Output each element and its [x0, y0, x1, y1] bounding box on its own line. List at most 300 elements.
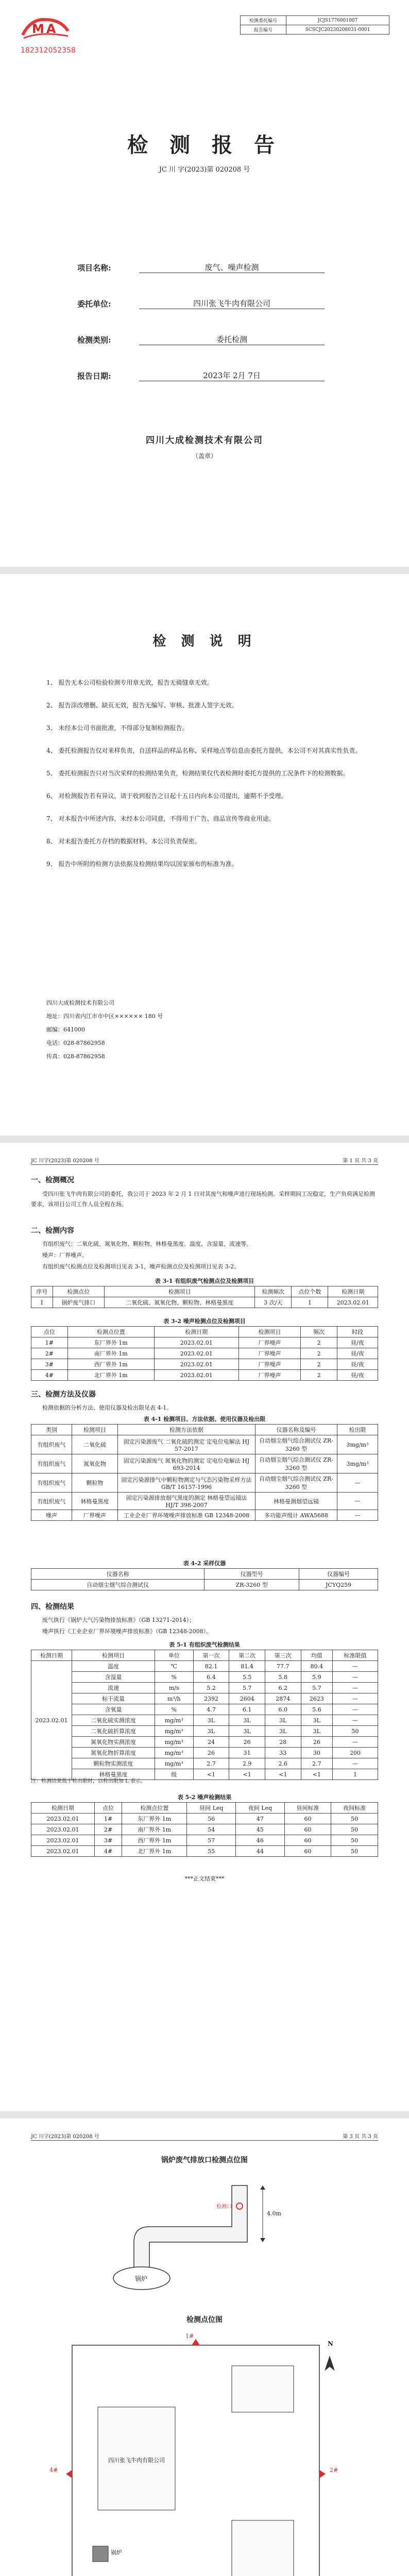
cell: 4.7 — [193, 1704, 229, 1715]
cell: 6.4 — [193, 1672, 229, 1683]
col-header: 第二次 — [229, 1650, 265, 1661]
exhaust-diagram — [103, 2170, 309, 2299]
cell: mg/m³ — [155, 1758, 193, 1769]
diagram-page — [0, 2119, 409, 2576]
col-header: 时段 — [337, 1327, 378, 1337]
cell: 60 — [284, 1835, 331, 1846]
table-3-1 — [31, 1286, 378, 1308]
table-5-1 — [31, 1650, 378, 1780]
cell: 二氧化硫折算浓度 — [72, 1726, 155, 1737]
cell: 5.5 — [229, 1672, 265, 1683]
cell: 2874 — [265, 1693, 301, 1704]
cell: 82.1 — [193, 1661, 229, 1672]
section-heading: 三、检测方法及仪器 — [31, 1391, 96, 1399]
notes-page — [0, 574, 409, 1136]
header-rule — [31, 1164, 378, 1165]
cell: <1 — [229, 1769, 265, 1780]
cell: 44 — [236, 1846, 285, 1857]
note-item: 3、 未经本公司书面批准，不得部分复制检测报告。 — [46, 724, 189, 732]
section-heading: 一、检测概况 — [31, 1176, 74, 1184]
table-row — [31, 1748, 378, 1758]
page-header-right: 第 1 页 共 3 页 — [343, 1158, 378, 1164]
cell: 自动烟尘烟气综合测试仪 ZR-3260 型 — [255, 1435, 337, 1454]
boiler-label: 锅炉 — [111, 2549, 122, 2556]
field-value: 委托检测 — [139, 334, 325, 345]
cell: 2023.02.01 — [154, 1370, 238, 1381]
table-row — [31, 1580, 378, 1590]
cell: 2023.02.01 — [31, 1835, 95, 1846]
cell: mg/m³ — [155, 1748, 193, 1758]
cell: 流速 — [72, 1683, 155, 1693]
cell: 1 — [292, 1297, 328, 1308]
cell: 5.6 — [301, 1704, 332, 1715]
cell: 2 — [301, 1359, 337, 1370]
note-item: 2、 报告涂改增删、缺页无效，报告无编写、审核、批准人签字无效。 — [46, 702, 238, 709]
cell: 80.4 — [301, 1661, 332, 1672]
cell: 昼/夜 — [337, 1348, 378, 1359]
table-row — [31, 1814, 378, 1824]
cell: 3# — [31, 1359, 68, 1370]
notes-title: 检 测 说 明 — [152, 634, 257, 649]
cell: 3L — [193, 1726, 229, 1737]
cell: 东厂界外 1m — [67, 1337, 154, 1348]
cell: 氮氧化物 — [72, 1454, 118, 1473]
content-line: 噪声执行《工业企业厂界环境噪声排放标准》（GB 12348-2008）。 — [42, 1628, 212, 1635]
cell: 2.7 — [193, 1758, 229, 1769]
col-header: 仪器型号 — [204, 1569, 299, 1580]
cell: 57 — [187, 1835, 236, 1846]
table-row — [31, 1737, 378, 1748]
cell: 含湿量 — [72, 1672, 155, 1683]
col-header: 检测项目 — [238, 1327, 301, 1337]
table-title: 表 4-2 采样仪器 — [183, 1560, 226, 1567]
cell: — — [333, 1737, 378, 1748]
cell: % — [155, 1672, 193, 1683]
contact-line: 传真：028-87862958 — [46, 1053, 105, 1060]
table-row — [31, 1824, 378, 1835]
cell: 西厂界外 1m — [122, 1835, 187, 1846]
cell: 含氧量 — [72, 1704, 155, 1715]
diagram-title: 检测点位图 — [186, 2316, 223, 2324]
table-row — [31, 1758, 378, 1769]
site-plan — [62, 2335, 350, 2576]
table-row — [31, 1704, 378, 1715]
report-id-table — [240, 15, 389, 35]
note-item: 4、 委托检测报告仅对来样负责，自送样品的样品名称、采样地点等信息由委托方提供，本公司不对其真实性负责。 — [46, 747, 362, 754]
col-header: 仪器编号 — [299, 1569, 378, 1580]
cell: 6.1 — [229, 1704, 265, 1715]
cell: 50 — [333, 1726, 378, 1737]
col-header: 第三次 — [265, 1650, 301, 1661]
table-4-2 — [31, 1568, 378, 1590]
cell: 有组织废气 — [31, 1473, 72, 1493]
report-no: SCSCJC20230208031-0001 — [286, 25, 389, 35]
field-label: 检测类别: — [77, 335, 111, 345]
table-row — [31, 1493, 378, 1510]
cell: 南厂界外 1m — [67, 1348, 154, 1359]
field-value: 2023年 2月 7日 — [139, 370, 325, 381]
col-header: 检测方法依据 — [118, 1425, 255, 1435]
note-item: 8、 对未报告委托方存档的数据材料，本公司负责保密。 — [46, 838, 201, 845]
table-row — [31, 1297, 378, 1308]
cell: 2 — [301, 1337, 337, 1348]
cell: 50 — [331, 1846, 378, 1857]
cover-fields — [77, 237, 325, 381]
cell: 固定污染源排气中颗粒物测定与气态污染物采样方法 GB/T 16157-1996 — [118, 1473, 255, 1493]
note-item: 5、 委托检测报告只对当次采样的检测结果负责，检测结果仅代表检测时委托方提供的工况条件下的检测数据。 — [46, 770, 349, 777]
col-header: 昼间 Leq — [187, 1803, 236, 1814]
table-row — [31, 1661, 378, 1672]
cell: 氮氧化物实测浓度 — [72, 1737, 155, 1748]
cell: 55 — [187, 1846, 236, 1857]
contact-line: 四川大成检测技术有限公司 — [46, 999, 114, 1006]
cell: 3L — [265, 1715, 301, 1726]
cell: 6.2 — [265, 1683, 301, 1693]
field-label: 项目名称: — [77, 263, 111, 273]
north-label: N — [328, 2340, 333, 2347]
table-3-2 — [31, 1326, 378, 1381]
cell: 2023.02.01 — [154, 1359, 238, 1370]
cell: 二氧化硫、氮氧化物、颗粒物、林格曼黑度 — [105, 1297, 255, 1308]
logo-number: 182312052358 — [21, 46, 76, 55]
outlet-label: 检测口 — [216, 2204, 232, 2210]
cell: 昼/夜 — [337, 1337, 378, 1348]
cell: — — [333, 1683, 378, 1693]
table-4-1 — [31, 1424, 378, 1521]
cell: 2# — [95, 1824, 122, 1835]
cell: 26 — [229, 1737, 265, 1748]
cell: 噪声 — [31, 1510, 72, 1521]
table-row — [31, 1454, 378, 1473]
cell: 昼/夜 — [337, 1359, 378, 1370]
page-separator — [0, 567, 409, 574]
contact-line: 电话：028-87862958 — [46, 1040, 105, 1046]
table-title: 表 3-2 噪声检测点位及检测项目 — [163, 1318, 246, 1325]
cell: — — [333, 1661, 378, 1672]
content-line: 有组织废气：二氧化硫、氮氧化物、颗粒物、林格曼黑度、温度、含湿量、流速等。 — [42, 1241, 252, 1247]
cell: 自动烟尘烟气综合测试仪 ZR-3260 型 — [255, 1473, 337, 1493]
table-row — [31, 1473, 378, 1493]
cell: 56 — [187, 1814, 236, 1824]
cell: 固定污染源排放烟气黑度的测定 林格曼望远镜法 HJ/T 398-2007 — [118, 1493, 255, 1510]
cell: 林格曼黑度 — [72, 1493, 118, 1510]
cell: 5.8 — [265, 1672, 301, 1683]
field-row — [77, 345, 325, 381]
page-separator — [0, 1136, 409, 1143]
cell: <1 — [265, 1769, 301, 1780]
table-row — [31, 1672, 378, 1683]
page-header-left: JC 川字(2023)第 020208 号 — [31, 2134, 99, 2140]
cell: JCYQ259 — [299, 1580, 378, 1590]
cell: — — [337, 1473, 378, 1493]
col-header: 仪器名称及编号 — [255, 1425, 337, 1435]
table-row — [31, 1510, 378, 1521]
section-heading: 二、检测内容 — [31, 1227, 74, 1235]
col-header: 检测点位置 — [67, 1327, 154, 1337]
col-header: 频次 — [301, 1327, 337, 1337]
cell: 60 — [284, 1824, 331, 1835]
col-header: 检测项目 — [72, 1650, 155, 1661]
cell: 47 — [236, 1814, 285, 1824]
cell: 级 — [155, 1769, 193, 1780]
cell: 3L — [265, 1726, 301, 1737]
cell: 厂界噪声 — [238, 1337, 301, 1348]
cell: mg/m³ — [155, 1726, 193, 1737]
cell: 2 — [301, 1370, 337, 1381]
cell: 81.4 — [229, 1661, 265, 1672]
cell: 1# — [31, 1337, 68, 1348]
content-line: 检测依据的分析方法、使用仪器及检出限见表 4-1。 — [42, 1404, 173, 1411]
cell: 3 次/天 — [255, 1297, 292, 1308]
cell: 有组织废气 — [31, 1435, 72, 1454]
cell: 2023.02.01 — [31, 1824, 95, 1835]
org-seal-note: （盖章） — [192, 452, 217, 460]
col-header: 序号 — [31, 1286, 53, 1297]
cell: 2.7 — [301, 1758, 332, 1769]
col-header: 检测项目 — [105, 1286, 255, 1297]
cell: — — [333, 1758, 378, 1769]
cell: 温度 — [72, 1661, 155, 1672]
cell: 东厂界外 1m — [122, 1814, 187, 1824]
cell: 北厂界外 1m — [122, 1846, 187, 1857]
cell: 林格曼测烟望远镜 — [255, 1493, 337, 1510]
cell: 60 — [284, 1814, 331, 1824]
cell: 1 — [333, 1769, 378, 1780]
cell: 3L — [229, 1726, 265, 1737]
cell: 31 — [229, 1748, 265, 1758]
cell: 1# — [95, 1814, 122, 1824]
col-header: 检测点位 — [53, 1286, 105, 1297]
field-label: 报告日期: — [77, 371, 111, 381]
note-item: 9、 报告中所附的检测方法依据及检测结果均以国家颁布的标准为准。 — [46, 860, 238, 868]
content-line: 废气执行《锅炉大气污染物排放标准》（GB 13271-2014）； — [42, 1617, 195, 1623]
cell: 北厂界外 1m — [67, 1370, 154, 1381]
cell: 54 — [187, 1824, 236, 1835]
cell: 1 — [31, 1297, 53, 1308]
table-row — [31, 1359, 378, 1370]
end-marker: ***正文结束*** — [184, 1875, 225, 1882]
cell: — — [333, 1715, 378, 1726]
report-id: JC 川 字(2023)第 020208 号 — [159, 166, 250, 174]
col-header: 检测日期 — [154, 1327, 238, 1337]
col-header: 类别 — [31, 1425, 72, 1435]
boiler-label: 锅炉 — [135, 2275, 148, 2282]
cell: 2023.02.01 — [154, 1337, 238, 1348]
point-label: 2# — [330, 2467, 338, 2473]
col-header: 点位 — [31, 1327, 68, 1337]
cell: 60 — [284, 1846, 331, 1857]
table-title: 表 3-1 有组织废气检测点位及检测项目 — [155, 1278, 254, 1284]
col-header: 检测日期 — [328, 1286, 378, 1297]
table-title: 表 5-2 噪声检测结果 — [177, 1794, 232, 1801]
cell: 200 — [333, 1748, 378, 1758]
cell: 77.7 — [265, 1661, 301, 1672]
cell: 厂界噪声 — [72, 1510, 118, 1521]
cell: 颗粒物 — [72, 1473, 118, 1493]
header-rule — [31, 2140, 378, 2141]
cell: 5.7 — [301, 1683, 332, 1693]
col-header: 夜间标准 — [331, 1803, 378, 1814]
cell: 固定污染源废气 氮氧化物的测定 定电位电解法 HJ 693-2014 — [118, 1454, 255, 1473]
cell: 厂界噪声 — [238, 1359, 301, 1370]
cell: 3mg/m³ — [337, 1454, 378, 1473]
intro-paragraph: 受四川张飞牛肉有限公司的委托，我公司于 2023 年 2 月 1 日对其废气和噪声进行现场检测。采样期间工况稳定，生产负荷满足检测要求，该项目公司工作人员全程在场。 — [31, 1191, 375, 1208]
section-heading: 四、检测结果 — [31, 1603, 74, 1611]
cell: 自动烟尘烟气综合测试仪 — [31, 1580, 204, 1590]
col-header: 单位 — [155, 1650, 193, 1661]
logo-text: MA — [32, 22, 58, 36]
field-value: 四川张飞牛肉有限公司 — [139, 298, 325, 309]
table-row — [31, 1835, 378, 1846]
col-header: 点位个数 — [292, 1286, 328, 1297]
notes-list — [46, 677, 366, 881]
cell: 2023.02.01 — [328, 1297, 378, 1308]
cell: 3L — [301, 1726, 332, 1737]
cell: 3L — [301, 1715, 332, 1726]
table-row — [31, 1348, 378, 1359]
col-header: 夜间 Leq — [236, 1803, 285, 1814]
record-no: JCJS1776001007 — [286, 16, 389, 25]
table-row — [31, 1693, 378, 1704]
cell: 2023.02.01 — [31, 1814, 95, 1824]
cell: <1 — [193, 1769, 229, 1780]
table-row — [31, 1370, 378, 1381]
report-title: 检 测 报 告 — [127, 133, 282, 157]
cell: 50 — [331, 1835, 378, 1846]
cell: 50 — [331, 1814, 378, 1824]
cell: 26 — [193, 1748, 229, 1758]
cell: — — [333, 1672, 378, 1683]
cell: 2392 — [193, 1693, 229, 1704]
col-header: 检测项目 — [72, 1425, 118, 1435]
cell: 有组织废气 — [31, 1454, 72, 1473]
cell: — — [337, 1510, 378, 1521]
cell: 5.7 — [229, 1683, 265, 1693]
cell: m/s — [155, 1683, 193, 1693]
cell: 46 — [236, 1835, 285, 1846]
cell: 5.9 — [301, 1672, 332, 1683]
cell: 有组织废气 — [31, 1493, 72, 1510]
cell: 锅炉废气排口 — [53, 1297, 105, 1308]
table-row — [31, 1715, 378, 1726]
cell: 3# — [95, 1835, 122, 1846]
cell: 林格曼黑度 — [72, 1769, 155, 1780]
cell: 2.9 — [229, 1758, 265, 1769]
page-header-left: JC 川字(2023)第 020208 号 — [31, 1158, 99, 1164]
note-item: 1、 报告无本公司检验检测专用章无效，报告无骑缝章无效。 — [46, 679, 213, 686]
org-name: 四川大成检测技术有限公司 — [146, 435, 263, 446]
contact-block — [46, 996, 163, 1063]
cell: 西厂界外 1m — [67, 1359, 154, 1370]
cell: 2604 — [229, 1693, 265, 1704]
col-header: 检测日期 — [31, 1650, 72, 1661]
table-title: 表 5-1 有组织废气检测结果 — [169, 1641, 240, 1648]
col-header: 点位 — [95, 1803, 122, 1814]
cell: ℃ — [155, 1661, 193, 1672]
col-header: 均值 — [301, 1650, 332, 1661]
cell: 3mg/m³ — [337, 1435, 378, 1454]
cell: 厂界噪声 — [238, 1370, 301, 1381]
record-label: 检测委托编号 — [241, 16, 286, 25]
cell: 4# — [31, 1370, 68, 1381]
cell: 2023.02.01 — [154, 1348, 238, 1359]
cell: 南厂界外 1m — [122, 1824, 187, 1835]
cover-page — [0, 0, 409, 567]
date-cell: 2023.02.01 — [31, 1661, 72, 1780]
note-item: 7、 对本报告中所述内容，未经本公司同意，不得用于广告、商品宣传等商业用途。 — [46, 815, 275, 822]
col-header: 第一次 — [193, 1650, 229, 1661]
page-header-right: 第 3 页 共 3 页 — [343, 2134, 378, 2140]
col-header: 检出限 — [337, 1425, 378, 1435]
building-label: 四川张飞牛肉有限公司 — [108, 2457, 165, 2464]
point-label: 4# — [49, 2467, 58, 2473]
cell: mg/m³ — [155, 1737, 193, 1748]
cell: 自动烟尘烟气综合测试仪 ZR-3260 型 — [255, 1454, 337, 1473]
cell: 50 — [331, 1824, 378, 1835]
cell: 3L — [229, 1715, 265, 1726]
cma-logo — [21, 15, 70, 44]
field-row — [77, 309, 325, 345]
table-5-2 — [31, 1802, 378, 1857]
table-row — [31, 1846, 378, 1857]
cell: — — [337, 1493, 378, 1510]
cell: 二氧化硫实测浓度 — [72, 1715, 155, 1726]
cell: 标干流量 — [72, 1693, 155, 1704]
field-row — [77, 273, 325, 309]
cell: 45 — [236, 1824, 285, 1835]
field-row — [77, 237, 325, 273]
results-page — [0, 1143, 409, 2111]
table-row — [31, 1683, 378, 1693]
field-value: 废气、噪声检测 — [139, 262, 325, 273]
content-line: 噪声：厂界噪声。 — [42, 1252, 88, 1259]
contact-line: 地址：四川省内江市市中区×××××× 180 号 — [46, 1013, 163, 1020]
page-separator — [0, 2111, 409, 2119]
cell: % — [155, 1704, 193, 1715]
cell: 多功能声级计 AWA5688 — [255, 1510, 337, 1521]
cell: 26 — [301, 1737, 332, 1748]
cell: 33 — [265, 1748, 301, 1758]
table-title: 表 4-1 检测项目、方法依据、使用仪器及检出限 — [143, 1416, 266, 1422]
point-label: 1# — [185, 2333, 194, 2340]
cell: <1 — [301, 1769, 332, 1780]
cell: 28 — [265, 1737, 301, 1748]
height-label: 4.0m — [267, 2210, 281, 2217]
cell: 4# — [95, 1846, 122, 1857]
table-row — [31, 1337, 378, 1348]
cell: 2623 — [301, 1693, 332, 1704]
cell: — — [333, 1693, 378, 1704]
report-no-label: 报告编号 — [241, 25, 286, 35]
content-line: 有组织废气检测点位及检测项目见表 3-1，噪声检测点位及检测项目见表 3-2。 — [42, 1263, 240, 1270]
cell: 3L — [193, 1715, 229, 1726]
cell: 氮氧化物折算浓度 — [72, 1748, 155, 1758]
cell: 30 — [301, 1748, 332, 1758]
cell: 厂界噪声 — [238, 1348, 301, 1359]
cell: 工业企业厂界环境噪声排放标准 GB 12348-2008 — [118, 1510, 255, 1521]
cell: 昼/夜 — [337, 1370, 378, 1381]
cell: m³/h — [155, 1693, 193, 1704]
cell: 6.0 — [265, 1704, 301, 1715]
cell: 2 — [301, 1348, 337, 1359]
table-row — [31, 1435, 378, 1454]
col-header: 标准限值 — [333, 1650, 378, 1661]
col-header: 昼间标准 — [284, 1803, 331, 1814]
col-header: 检测日期 — [31, 1803, 95, 1814]
cell: 24 — [193, 1737, 229, 1748]
cell: ZR-3260 型 — [204, 1580, 299, 1590]
diagram-title: 锅炉废气排放口检测点位图 — [161, 2156, 248, 2164]
